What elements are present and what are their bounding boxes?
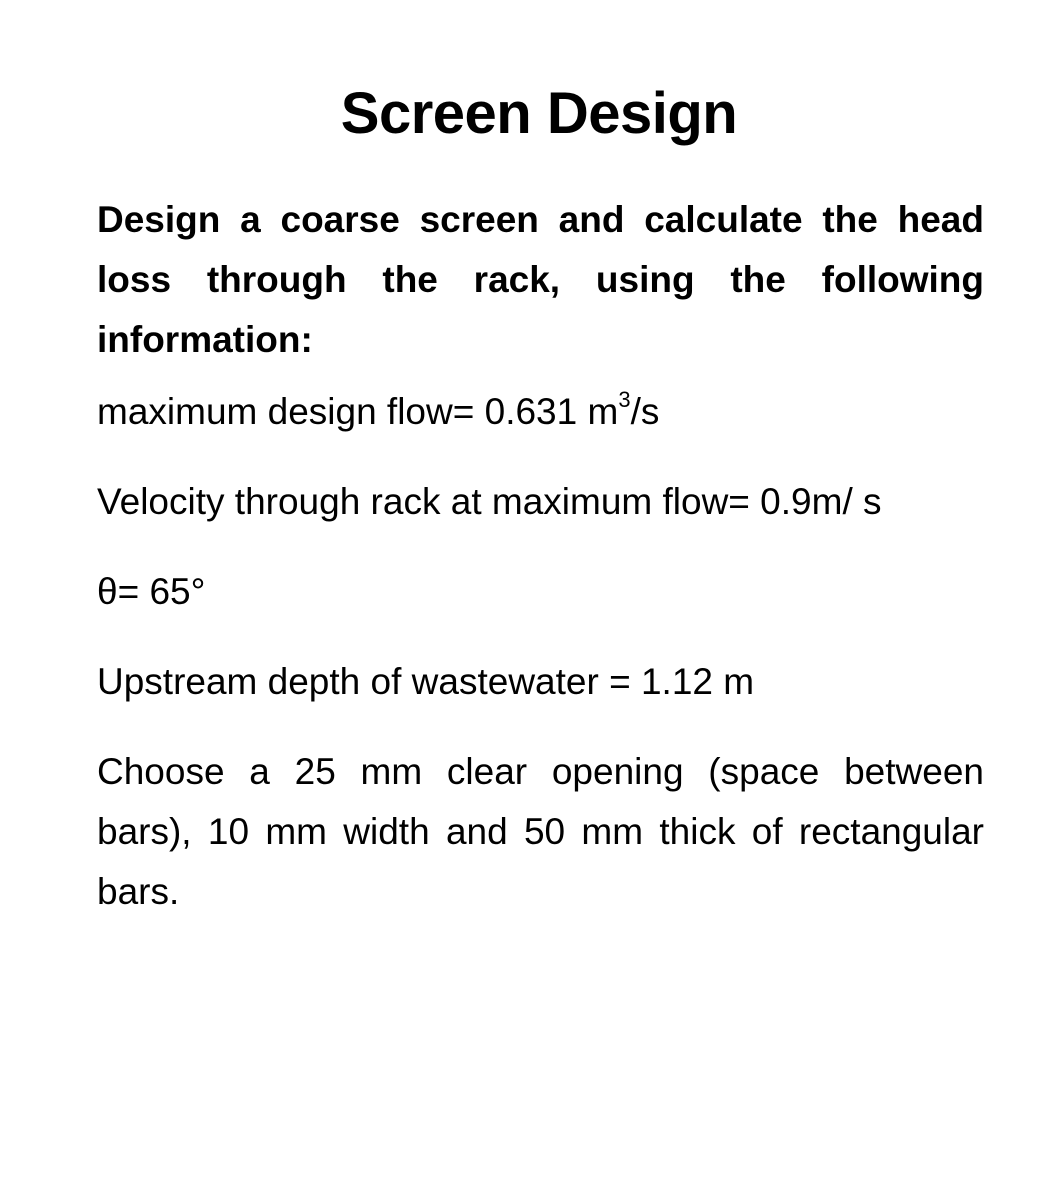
problem-statement: Design a coarse screen and calculate the head loss through the rack, using the following information: — [97, 199, 984, 360]
page-title: Screen Design — [340, 81, 738, 146]
cubic-superscript: 3 — [618, 386, 631, 412]
theta-angle: θ= 65° — [97, 571, 206, 612]
rack-velocity: Velocity through rack at maximum flow= 0.9m/ s — [97, 481, 882, 522]
max-design-flow-text: maximum design flow= 0.631 m — [97, 391, 619, 432]
bar-specification: Choose a 25 mm clear opening (space between bars), 10 mm width and 50 mm thick of rectangular bars. — [97, 751, 984, 912]
upstream-depth: Upstream depth of wastewater = 1.12 m — [97, 661, 755, 702]
slide-body — [97, 190, 984, 922]
max-design-flow-unit: /s — [630, 391, 660, 432]
max-design-flow — [97, 382, 984, 442]
